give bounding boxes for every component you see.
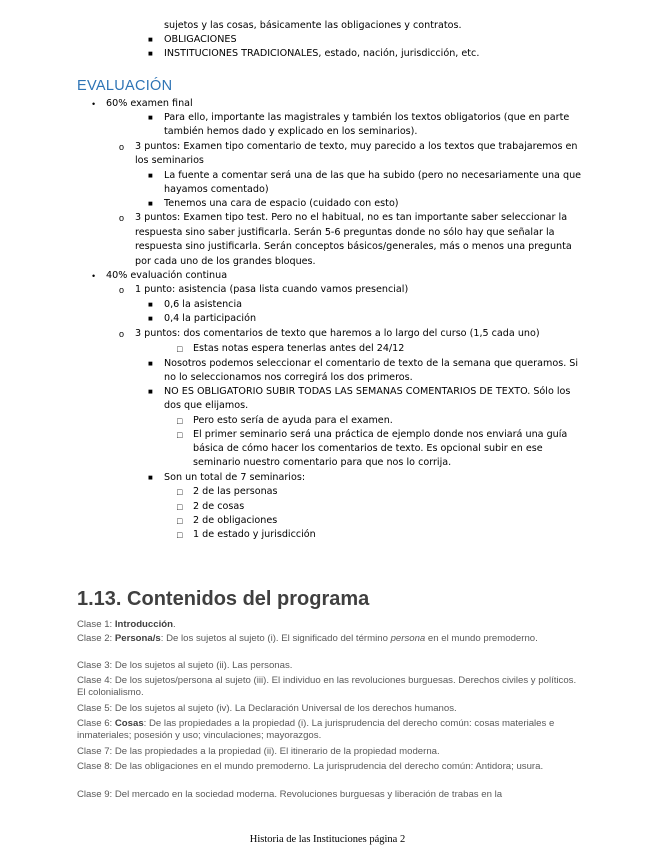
circle-bullet-icon: o <box>119 213 125 223</box>
section-heading-evaluacion: EVALUACIÓN <box>77 78 173 94</box>
text-line: respuesta sino justificarla. Serán conceptos básicos/generales, más o menos una pregunta <box>135 241 572 252</box>
text-line: Nosotros podemos seleccionar el comentario de texto de la semana que queramos. Si <box>164 358 579 369</box>
text-line: 60% examen final <box>106 98 193 109</box>
clase-item: Clase 6: Cosas: De las propiedades a la propiedad (i). La jurisprudencia del derecho común: cosas materiales e inmateriales; posesión y uso; vinculaciones; mayorazgos. <box>77 718 555 741</box>
text-line: NO ES OBLIGATORIO SUBIR TODAS LAS SEMANAS COMENTARIOS DE TEXTO. Sólo los <box>164 386 571 397</box>
clase-item: Clase 3: De los sujetos al sujeto (ii). Las personas. <box>77 660 293 671</box>
text-line: 3 puntos: Examen tipo test. Pero no el habitual, no es tan importante saber seleccionar la <box>135 212 568 223</box>
clase-item: Clase 4: De los sujetos/persona al sujeto (iii). El individuo en las revoluciones burguesas. Derechos civiles y políticos. El colonialismo. <box>77 675 577 698</box>
circle-bullet-icon: o <box>119 329 125 339</box>
hollow-square-bullet-icon: □ <box>177 344 183 354</box>
square-bullet-icon: ■ <box>148 35 153 44</box>
text-line: Estas notas espera tenerlas antes del 24/12 <box>193 343 405 354</box>
text-line: Pero esto sería de ayuda para el examen. <box>193 415 393 426</box>
text-line: respuesta sino saber justificarla. Serán 5-6 preguntas donde no sólo hay que señalar la <box>135 227 555 238</box>
text-line: INSTITUCIONES TRADICIONALES, estado, nación, jurisdicción, etc. <box>164 48 480 59</box>
text-line: OBLIGACIONES <box>164 34 237 45</box>
text-line: seminario nuestro comentario para que nos lo corrija. <box>193 457 452 468</box>
text-line: 0,4 la participación <box>164 313 257 324</box>
clase-item: Clase 9: Del mercado en la sociedad moderna. Revoluciones burguesas y liberación de trabas en la <box>77 789 503 800</box>
circle-bullet-icon: o <box>119 285 125 295</box>
text-line: La fuente a comentar será una de las que ha subido (pero no necesariamente una que <box>164 170 582 181</box>
text-line: no lo seleccionamos nos corregirá los dos primeros. <box>164 372 413 383</box>
text-line: 2 de las personas <box>193 486 278 497</box>
text-line: 3 puntos: dos comentarios de texto que haremos a lo largo del curso (1,5 cada uno) <box>135 328 540 339</box>
square-bullet-icon: ■ <box>148 473 153 482</box>
hollow-square-bullet-icon: □ <box>177 487 183 497</box>
square-bullet-icon: ■ <box>148 314 153 323</box>
text-line: 2 de obligaciones <box>193 515 278 526</box>
clase-item: Clase 2: Persona/s: De los sujetos al sujeto (i). El significado del término persona en el mundo premoderno. <box>77 633 538 644</box>
clase-item: Clase 1: Introducción. <box>77 619 176 630</box>
hollow-square-bullet-icon: □ <box>177 530 183 540</box>
text-line: Son un total de 7 seminarios: <box>164 472 306 483</box>
section-heading-contenidos: 1.13. Contenidos del programa <box>77 588 370 610</box>
text-line: también hemos dado y explicado en los seminarios). <box>164 126 418 137</box>
page-footer: Historia de las Instituciones página 2 <box>249 834 406 845</box>
text-line: 3 puntos: Examen tipo comentario de texto, muy parecido a los textos que trabajaremos en <box>135 141 578 152</box>
text-line: 0,6 la asistencia <box>164 299 243 310</box>
circle-bullet-icon: o <box>119 142 125 152</box>
text-line: Para ello, importante las magistrales y también los textos obligatorios (que en parte <box>164 112 570 123</box>
text-line: dos que elijamos. <box>164 400 249 411</box>
text-line: 2 de cosas <box>193 501 245 512</box>
text-line: 1 de estado y jurisdicción <box>193 529 316 540</box>
clase-item: Clase 8: De las obligaciones en el mundo premoderno. La jurisprudencia del derecho común: Antidora; usura. <box>77 761 544 772</box>
disc-bullet-icon: • <box>92 271 96 281</box>
square-bullet-icon: ■ <box>148 113 153 122</box>
text-line: los seminarios <box>135 155 204 166</box>
text-line: Tenemos una cara de espacio (cuidado con esto) <box>164 198 399 209</box>
hollow-square-bullet-icon: □ <box>177 516 183 526</box>
square-bullet-icon: ■ <box>148 171 153 180</box>
hollow-square-bullet-icon: □ <box>177 416 183 426</box>
text-line: básica de cómo hacer los comentarios de texto. Es opcional subir en ese <box>193 443 543 454</box>
hollow-square-bullet-icon: □ <box>177 502 183 512</box>
square-bullet-icon: ■ <box>148 199 153 208</box>
text-line: sujetos y las cosas, básicamente las obligaciones y contratos. <box>164 20 462 31</box>
square-bullet-icon: ■ <box>148 387 153 396</box>
square-bullet-icon: ■ <box>148 49 153 58</box>
text-line: El primer seminario será una práctica de ejemplo donde nos enviará una guía <box>193 429 568 440</box>
clase-item: Clase 7: De las propiedades a la propiedad (ii). El itinerario de la propiedad moderna. <box>77 746 440 757</box>
text-line: 40% evaluación continua <box>106 270 228 281</box>
text-line: 1 punto: asistencia (pasa lista cuando vamos presencial) <box>135 284 409 295</box>
square-bullet-icon: ■ <box>148 300 153 309</box>
text-line: por cada uno de los grandes bloques. <box>135 256 316 267</box>
square-bullet-icon: ■ <box>148 359 153 368</box>
disc-bullet-icon: • <box>92 99 96 109</box>
text-line: hayamos comentado) <box>164 184 269 195</box>
hollow-square-bullet-icon: □ <box>177 430 183 440</box>
clase-item: Clase 5: De los sujetos al sujeto (iv). La Declaración Universal de los derechos humanos. <box>77 703 457 714</box>
